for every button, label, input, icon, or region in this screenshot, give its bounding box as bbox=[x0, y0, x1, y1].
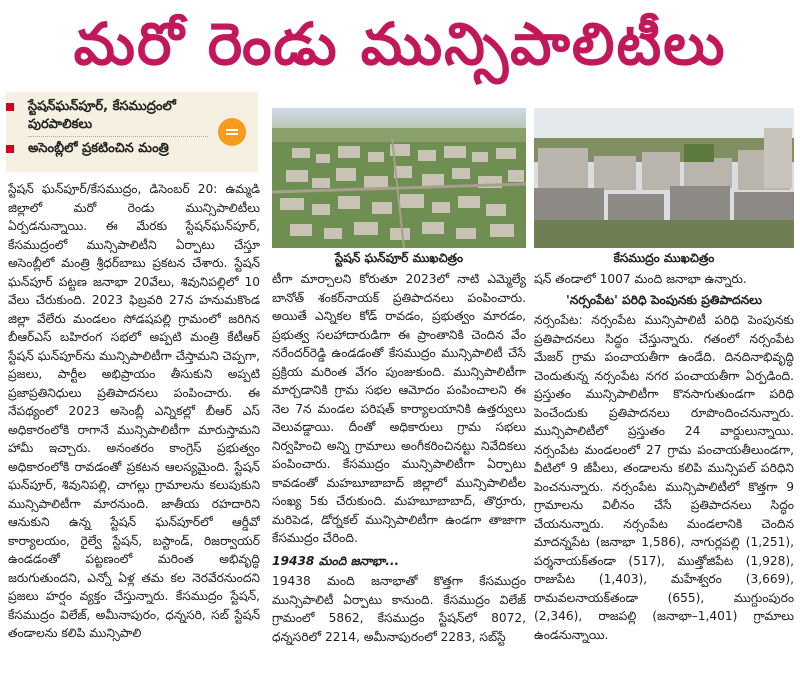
article-text: టీగా మార్చాలని కోరుతూ 2023లో నాటి ఎమ్మెల్యే బానోత్‌ శంకర్‌నాయక్‌ ప్రతిపాదనలు పంపించారు. అయితే ఎన్నికల కోడ్‌ రావడం, ప్రభుత్వం మారడం, ప్రభుత్వ సలహాదారుడిగా ఈ ప్రాంతానికి చెందిన వేం నరేందర్‌రెడ్డి ఉండడంతో కేసముద్రం మున్సిపాలిటీ చేసే ప్రక్రియ మరింత వేగం పుంజుకుంది. మున్సిపాలిటీగా మార్చడానికి గ్రామ సభల ఆమోదం పంపించాలని ఈ నెల 7న మండల పరిషత్‌ కార్యాలయానికి ఉత్తర్వులు వెలువడ్డాయి. దీంతో అధికారులు గ్రామ సభలు నిర్వహించి అన్ని గ్రామాలు అంగీకరించినట్టు నివేదికలు పంపించారు. కేసముద్రం మున్సిపాలిటీగా ఏర్పాటు కావడంతో మహబూబాబాద్‌ జిల్లాలో మున్సిపాలిటీల సంఖ్య 5కు చేరుకుంది. మహబూబాబాద్‌, తొర్రూరు, మరిపెడ, డోర్నకల్‌ మున్సిపాలిటీగా ఉండగా తాజాగా కేసముద్రం చేరింది. bbox=[272, 272, 526, 545]
bullet-icon bbox=[6, 103, 14, 111]
subheading: 'నర్సంపేట' పరిధి పెంపునకు ప్రతిపాదనలు bbox=[565, 292, 763, 307]
headline: మరో రెండు మున్సిపాలిటీలు bbox=[73, 10, 727, 78]
list-icon bbox=[218, 118, 246, 146]
kesamudram-photo bbox=[534, 108, 794, 248]
article-column-2 bbox=[272, 270, 526, 680]
article-column-1 bbox=[8, 180, 260, 680]
highlight-item: అసెంబ్లీలో ప్రకటించిన మంత్రి bbox=[28, 141, 169, 156]
article-column-3 bbox=[534, 270, 794, 680]
highlights-box bbox=[6, 92, 258, 172]
article-text: నర్సంపేట: నర్సంపేట మున్సిపాలిటీ పరిధి పెంపునకు ప్రతిపాదనలు సిద్ధం చేస్తున్నారు. గతంలో నర్సంపేట మేజర్‌ గ్రామ పంచాయతీగా ఉండేది. దినదినాభివృద్ధి చెందుతున్న నర్సంపేట నగర పంచాయతీగా ఏర్పడింది. ప్రస్తుతం మున్సిపాలిటీగా కొనసాగుతుండగా పరిధి పెంచేందుకు ప్రతిపాదనలు రూపొందించనున్నారు. మున్సిపాలిటీలో ప్రస్తుతం 24 వార్డులున్నాయి. నర్సంపేట మండలంలో 27 గ్రామ పంచాయతీలుండగా, వీటిలో 9 జీపీలు, తండాలను కలిపి మున్సిపల్‌ పరిధిని పెంచనున్నారు. నర్సంపేట మున్సిపాలిటీలో కొత్తగా 9 గ్రామాలను విలీనం చేసే ప్రతిపాదనలు సిద్ధం చేయనున్నారు. నర్సంపేట మండలానికి చెందిన మాదన్నపేట (జనాభా 1,586), నాగుర్లపల్లి (1,251), పర్శనాయక్‌తండా (517), ముత్తోజిపేట (1,928), రాజుపేట (1,403), మహేశ్వరం (3,669), రామవలనాయక్‌తండా (655), ముగ్దుంపురం (2,346), రాజపల్లి (జనాభా–1,401) గ్రామాలు ఉండనున్నాయి. bbox=[534, 313, 794, 642]
article-text: షన్‌ తండాలో 1007 మంది జనాభా ఉన్నారు. bbox=[534, 272, 747, 286]
photo-caption: కేసముద్రం ముఖచిత్రం bbox=[613, 251, 715, 265]
subheading: 19438 మంది జనాభా... bbox=[272, 553, 400, 568]
highlight-item: స్టేషన్‌ఘన్‌పూర్‌, కేసముద్రంలో పురపాలికలు bbox=[28, 99, 176, 132]
article-text: స్టేషన్‌ ఘన్‌పూర్‌/కేసముద్రం, డిసెంబర్‌ 20: ఉమ్మడి జిల్లాలో మరో రెండు మున్సిపాలిటీలు ఏర్పడనున్నాయి. ఈ మేరకు స్టేషన్‌ఘన్‌పూర్‌, కేసముద్రంలో మున్సిపాలిటీని ఏర్పాటు చేస్తూ అసెంబ్లీలో మంత్రి శ్రీధర్‌బాబు ప్రకటన చేశారు. స్టేషన్‌ ఘన్‌పూర్‌ పట్టణ జనాభా 20వేలు, శివునిపల్లిలో 10 వేలు చేరుకుంది. 2023 ఫిబ్రవరి 27న హనుమకొండ జిల్లా వేలేరు మండలం సోడషపల్లి గ్రామంలో జరిగిన బీఆర్‌ఎస్‌ బహిరంగ సభలో అప్పటి మంత్రి కేటీఆర్‌ స్టేషన్‌ ఘన్‌పూర్‌ను మున్సిపాలిటీగా చేస్తామని చెప్పగా, ప్రజలు, పార్టీల అభిప్రాయం తీసుకుని అప్పటి ప్రజాప్రతినిధులు ప్రతిపాదనలు పంపించారు. ఈ నేపథ్యంలో 2023 అసెంబ్లీ ఎన్నికల్లో బీఆర్‌ ఎస్‌ అధికారంలోకి రాగానే మున్సిపాలిటీగా మారుస్తామని హామీ ఇచ్చారు. అనంతరం కాంగ్రెస్‌ ప్రభుత్వం అధికారంలోకి రావడంతో ప్రకటన ఆలస్యమైంది. స్టేషన్‌ ఘన్‌పూర్‌, శివునిపల్లి, చాగల్లు గ్రామాలను కలుపుకుని మున్సిపాలిటీగా మారనుంది. జాతీయ రహదారిని ఆనుకుని ఉన్న స్టేషన్‌ ఘన్‌పూర్‌లో ఆర్డీవో కార్యాలయం, రైల్వే స్టేషన్‌, బస్టాండ్‌, రిజర్వాయర్‌ ఉండడంతో పట్టణంలో మరింత అభివృద్ధి జరుగుతుందని, ఎన్నో ఏళ్ల తమ కల నెరవేరనుందని ప్రజలు హర్షం వ్యక్తం చేస్తున్నారు. కేసముద్రం స్టేషన్‌, కేసముద్రం విలేజ్‌, అమీనాపురం, ధన్నసరి, సబ్‌ స్టేషన్‌ తండాలను కలిపి మున్సిపాలి bbox=[8, 182, 260, 640]
divider bbox=[28, 136, 208, 137]
station-ghanpur-photo bbox=[272, 108, 526, 248]
article-text: 19438 మంది జనాభాతో కొత్తగా కేసముద్రం మున్సిపాలిటీ ఏర్పాటు కానుంది. కేసముద్రం విలేజ్‌ గ్రామంలో 5862, కేసముద్రం స్టేషన్‌లో 8072, ధన్నసరిలో 2214, అమీనాపురంలో 2283, సబ్‌స్టే bbox=[272, 574, 526, 644]
photo-caption: స్టేషన్‌ ఘన్‌పూర్‌ ముఖచిత్రం bbox=[334, 251, 464, 265]
bullet-icon bbox=[6, 145, 14, 153]
